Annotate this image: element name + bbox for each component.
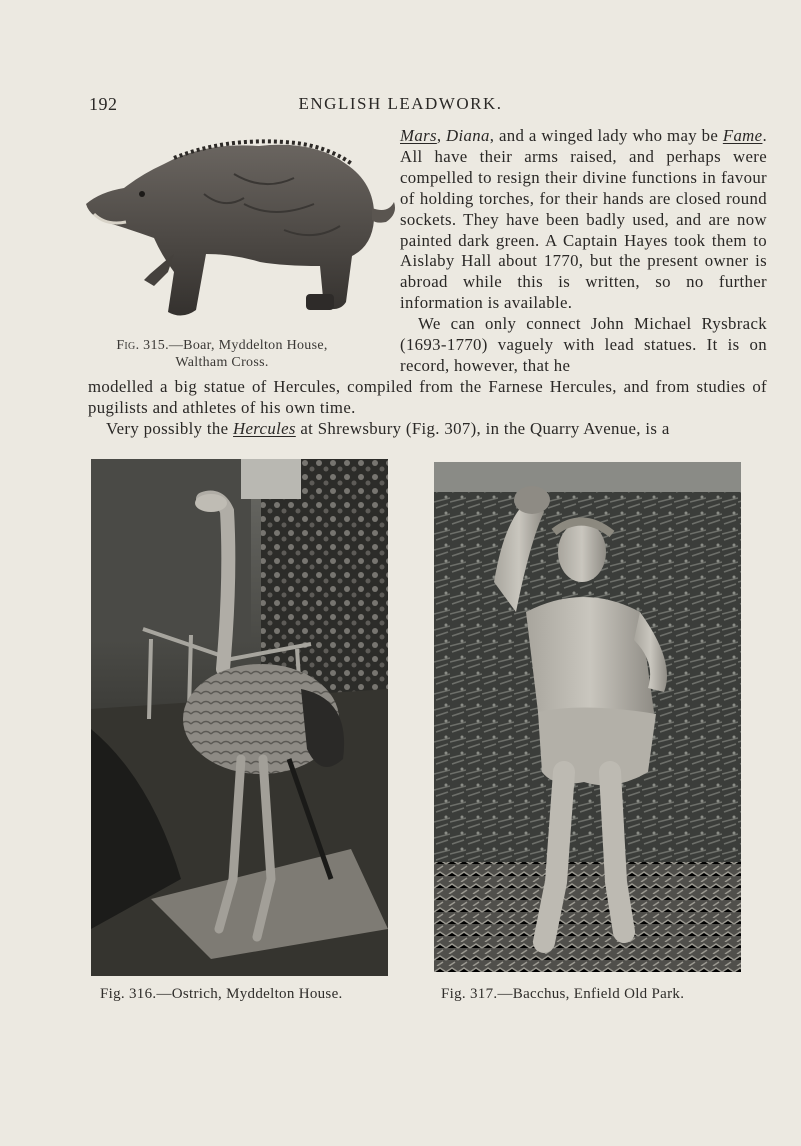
paragraph-2-start: We can only connect John Michael Rysbrack (1693-1770) vaguely with lead statues. It is on record, however, that he bbox=[400, 314, 767, 375]
full-width-text bbox=[88, 377, 767, 440]
page-number: 192 bbox=[89, 94, 118, 114]
running-head bbox=[0, 94, 801, 116]
paragraph-3: Very possibly the Hercules at Shrewsbury (Fig. 307), in the Quarry Avenue, is a bbox=[106, 418, 670, 438]
caption-fig-317: Fig. 317.—Bacchus, Enfield Old Park. bbox=[441, 986, 685, 1002]
paragraph-2-end: modelled a big statue of Hercules, compiled from the Farnese Hercules, and from studies of pugilists and athletes of his own time. bbox=[88, 377, 767, 417]
running-title: ENGLISH LEADWORK. bbox=[298, 94, 503, 113]
ostrich-statue-photo bbox=[91, 459, 388, 976]
column-text bbox=[400, 126, 767, 377]
paragraph-1: Mars, Diana, and a winged lady who may be Fame. All have their arms raised, and perhaps were compelled to resign their divine functions in favour of holding torches, for their hands are closed round sockets. They have been badly used, and are now painted dark green. A Captain Hayes took them to Aislaby Hall about 1770, but the present owner is abroad while this is written, so no further information is available. bbox=[400, 126, 767, 313]
caption-fig-316: Fig. 316.—Ostrich, Myddelton House. bbox=[100, 986, 343, 1002]
boar-statue-image bbox=[84, 134, 402, 330]
caption-fig-315: Fig. 315.—Boar, Myddelton House, Waltham Cross. bbox=[116, 338, 328, 370]
bacchus-statue-photo bbox=[434, 462, 741, 972]
